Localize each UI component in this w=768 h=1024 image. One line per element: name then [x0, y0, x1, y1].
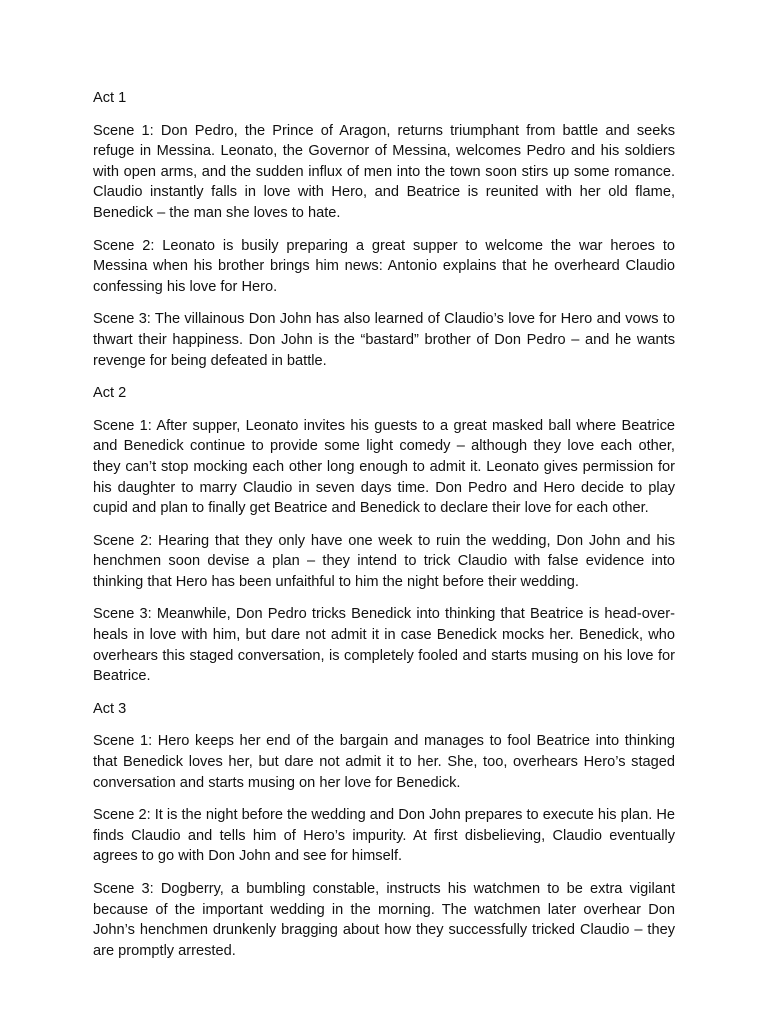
scene-paragraph: Scene 3: Dogberry, a bumbling constable, instructs his watchmen to be extra vigilant because of the important wedding in the morning. The watchmen later overhear Don John’s henchmen drunkenly bragging about how they successfully tricked Claudio – they are promptly arrested.	[93, 881, 675, 959]
scene-paragraph: Scene 3: Meanwhile, Don Pedro tricks Benedick into thinking that Beatrice is head-over-heals in love with him, but dare not admit it in case Benedick mocks her. Benedick, who overhears this staged conversation, is completely fooled and starts musing on his love for Beatrice.	[93, 606, 675, 685]
scene-paragraph: Scene 1: After supper, Leonato invites his guests to a great masked ball where Beatrice and Benedick continue to provide some light comedy – although they love each other, they can’t stop mocking each other long enough to admit it. Leonato gives permission for his daughter to marry Claudio in seven days time. Don Pedro and Hero decide to play cupid and plan to finally get Beatrice and Benedick to declare their love for each other.	[93, 417, 675, 517]
scene-paragraph: Scene 1: Hero keeps her end of the bargain and manages to fool Beatrice into thinking that Benedick loves her, but dare not admit it to her. She, too, overhears Hero’s staged conversation and starts musing on her love for Benedick.	[93, 733, 675, 791]
act-1-section	[93, 88, 675, 371]
scene-paragraph: Scene 1: Don Pedro, the Prince of Aragon, returns triumphant from battle and seeks refuge in Messina. Leonato, the Governor of Messina, welcomes Pedro and his soldiers with open arms, and the sudden influx of men into the town soon stirs up some romance. Claudio instantly falls in love with Hero, and Beatrice is reunited with her old flame, Benedick – the man she loves to hate.	[93, 122, 675, 221]
scene-paragraph: Scene 2: It is the night before the wedding and Don John prepares to execute his plan. He finds Claudio and tells him of Hero’s impurity. At first disbelieving, Claudio eventually agrees to go with Don John and see for himself.	[93, 807, 675, 865]
scene-paragraph: Scene 2: Hearing that they only have one week to ruin the wedding, Don John and his henchmen soon devise a plan – they intend to trick Claudio with false evidence into thinking that Hero has been unfaithful to him the night before their wedding.	[93, 532, 675, 590]
scene-paragraph: Scene 2: Leonato is busily preparing a great supper to welcome the war heroes to Messina when his brother brings him news: Antonio explains that he overheard Claudio confessing his love for Hero.	[93, 237, 675, 295]
act-heading: Act 2	[93, 385, 127, 402]
document-page	[93, 88, 675, 973]
act-2-section	[93, 383, 675, 687]
act-heading: Act 3	[93, 700, 127, 717]
act-3-section	[93, 699, 675, 962]
act-heading: Act 1	[93, 90, 127, 106]
scene-paragraph: Scene 3: The villainous Don John has also learned of Claudio’s love for Hero and vows to thwart their happiness. Don John is the “bastard” brother of Don Pedro – and he wants revenge for being defeated in battle.	[93, 311, 675, 369]
